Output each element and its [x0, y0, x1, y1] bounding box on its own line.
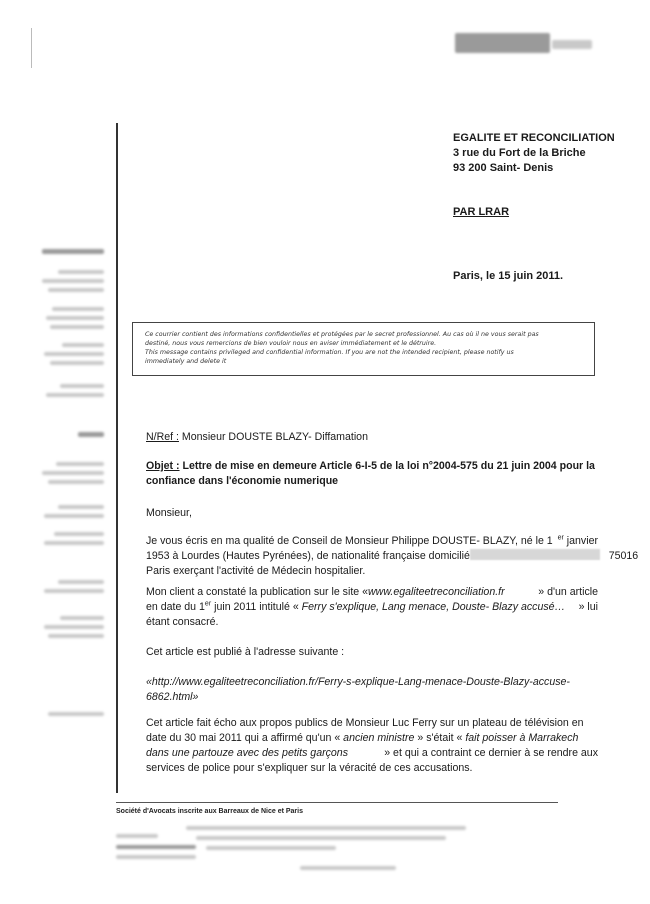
letterhead-logo-blurred — [455, 33, 550, 53]
salutation: Monsieur, — [146, 507, 192, 519]
letterhead-logo-blurred-tail — [552, 40, 592, 49]
p5-line-3-end: » et qui a contraint ce dernier à se rendre aux — [381, 747, 598, 759]
scan-mark — [31, 28, 32, 68]
p5-line-1: Cet article fait écho aux propos publics de Monsieur Luc Ferry sur un plateau de télévision en — [146, 717, 584, 729]
date-line: Paris, le 15 juin 2011. — [453, 270, 564, 282]
left-margin-rule — [116, 123, 118, 793]
url-line-1: «http://www.egaliteetreconciliation.fr/Ferry-s-explique-Lang-menace-Douste-Blazy-accuse- — [146, 676, 570, 688]
p2-line-2-end: » lui — [578, 601, 598, 613]
p1-line-1-end: janvier — [563, 535, 598, 547]
recipient-street: 3 rue du Fort de la Briche — [453, 147, 586, 159]
p2-line-2-text: en date du 1 — [146, 601, 205, 613]
confidentiality-notice — [132, 322, 595, 376]
p2-line-1-text: Mon client a constaté la publication sur le site « — [146, 586, 369, 598]
reference-label: N/Ref : — [146, 431, 179, 443]
subject-line-1: Lettre de mise en demeure Article 6-I-5 de la loi n°2004-575 du 21 juin 2004 pour la — [182, 460, 595, 472]
confidential-line-1: Ce courrier contient des informations confidentielles et protégées par le secret professionnel. Au cas où il ne vous serait pas — [145, 331, 539, 338]
p5-quote-marrakech: fait poisser à Marrakech — [462, 732, 579, 744]
confidential-line-4: immediately and delete it — [145, 358, 227, 365]
p1-sup: er — [557, 534, 564, 542]
recipient-name: EGALITE ET RECONCILIATION — [453, 132, 615, 144]
p1-line-2-text: 1953 à Lourdes (Hautes Pyrénées), de nationalité française domicilié — [146, 550, 470, 562]
p5-line-2-text: date du 30 mai 2011 qui a affirmé qu'un « — [146, 732, 341, 744]
subject-line-2: confiance dans l'économie numerique — [146, 475, 339, 487]
p2-line-3: étant consacré. — [146, 616, 219, 628]
subject-label: Objet : — [146, 460, 180, 472]
p5-line-2-mid: » s'était « — [414, 732, 463, 744]
url-line-2: 6862.html» — [146, 691, 199, 703]
reference-line — [146, 430, 368, 445]
paragraph-3: Cet article est publié à l'adresse suivante : — [146, 646, 345, 658]
redacted-address — [470, 549, 600, 560]
p5-line-4: services de police pour s'expliquer sur la véracité de ces accusations. — [146, 762, 473, 774]
paragraph-2 — [146, 585, 598, 630]
paragraph-5 — [146, 716, 598, 776]
footer-rule — [116, 802, 558, 803]
recipient-city: 93 200 Saint- Denis — [453, 162, 554, 174]
p2-line-1-end: » d'un article — [538, 586, 598, 598]
subject-block — [146, 459, 595, 489]
reference-text: Monsieur DOUSTE BLAZY- Diffamation — [181, 431, 368, 443]
p5-quote-minister: ancien ministre — [340, 732, 415, 744]
p2-site: www.egaliteetreconciliation.fr — [368, 586, 505, 598]
confidential-line-3: This message contains privileged and confidential information. If you are not the intended recipient, please notify us — [145, 349, 514, 356]
recipient-address — [453, 131, 615, 176]
p2-line-2-mid: juin 2011 intitulé « — [211, 601, 299, 613]
footer-firm-line: Société d'Avocats inscrite aux Barreaux de Nice et Paris — [116, 808, 303, 815]
delivery-method: PAR LRAR — [453, 206, 510, 218]
p1-line-3: Paris exerçant l'activité de Médecin hospitalier. — [146, 565, 366, 577]
p2-sup: er — [204, 600, 212, 608]
confidential-line-2: destiné, nous vous remercions de bien vouloir nous en aviser immédiatement et le détruire. — [145, 340, 437, 347]
p1-postal-code: 75016 — [608, 550, 639, 562]
p2-article-title: Ferry s'explique, Lang menace, Douste- Blazy accusé… — [298, 601, 566, 613]
article-url — [146, 675, 570, 705]
p1-line-1-text: Je vous écris en ma qualité de Conseil de Monsieur Philippe DOUSTE- BLAZY, né le 1 — [146, 535, 553, 547]
paragraph-1 — [146, 534, 639, 579]
p5-line-3-quote: dans une partouze avec des petits garçons — [146, 747, 349, 759]
